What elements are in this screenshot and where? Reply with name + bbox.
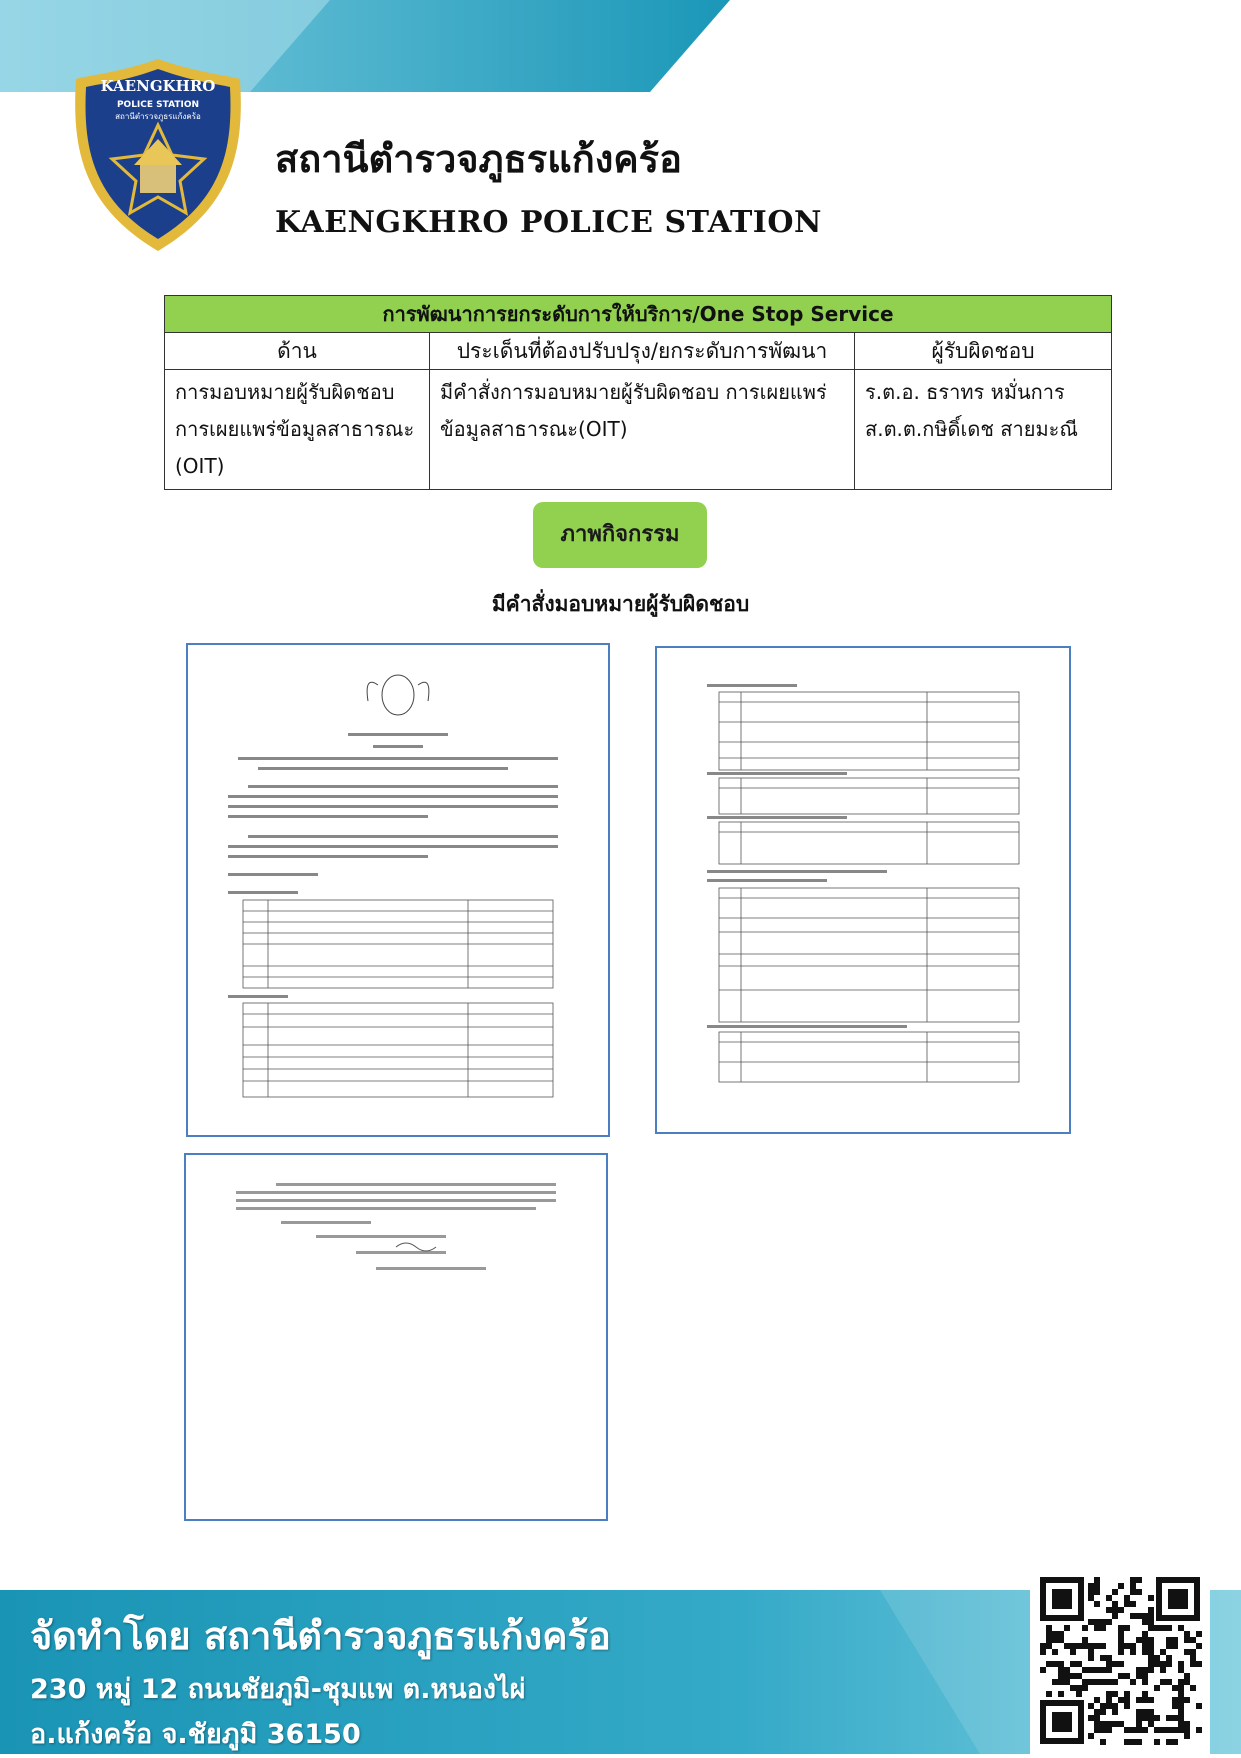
one-stop-service-table xyxy=(164,295,1112,490)
svg-text:KAENGKHRO: KAENGKHRO xyxy=(100,77,216,95)
column-header-area: ด้าน xyxy=(165,333,430,370)
station-title-thai: สถานีตำรวจภูธรแก้งคร้อ xyxy=(275,137,682,181)
table-row xyxy=(165,370,1112,490)
svg-text:สถานีตำรวจภูธรแก้งคร้อ: สถานีตำรวจภูธรแก้งคร้อ xyxy=(115,112,201,121)
qr-code[interactable] xyxy=(1030,1567,1210,1754)
footer-prepared-by: จัดทำโดย สถานีตำรวจภูธรแก้งคร้อ xyxy=(30,1614,611,1658)
column-header-owner: ผู้รับผิดชอบ xyxy=(855,333,1112,370)
footer-address-line-2: อ.แก้งคร้อ จ.ชัยภูมิ 36150 xyxy=(30,1719,361,1750)
order-document-page-1 xyxy=(186,643,610,1137)
footer-address-line-1: 230 หมู่ 12 ถนนชัยภูมิ-ชุมแพ ต.หนองไผ่ xyxy=(30,1674,526,1705)
order-document-page-2 xyxy=(655,646,1071,1134)
column-header-issue: ประเด็นที่ต้องปรับปรุง/ยกระดับการพัฒนา xyxy=(430,333,855,370)
cell-issue: มีคำสั่งการมอบหมายผู้รับผิดชอบ การเผยแพร่ ข้อมูลสาธารณะ(OIT) xyxy=(430,370,855,490)
cell-area: การมอบหมายผู้รับผิดชอบ การเผยแพร่ข้อมูลสาธารณะ (OIT) xyxy=(165,370,430,490)
police-badge-logo xyxy=(68,55,248,255)
station-title-english: KAENGKHRO POLICE STATION xyxy=(275,205,822,240)
order-document-page-3 xyxy=(184,1153,608,1521)
activity-subtitle: มีคำสั่งมอบหมายผู้รับผิดชอบ xyxy=(491,592,750,616)
activity-photos-badge: ภาพกิจกรรม xyxy=(533,502,707,568)
svg-text:POLICE STATION: POLICE STATION xyxy=(116,100,200,110)
cell-owner: ร.ต.อ. ธราทร หมั่นการ ส.ต.ต.กษิดิ์เดช สายมะณี xyxy=(855,370,1112,490)
table-heading: การพัฒนาการยกระดับการให้บริการ/One Stop Service xyxy=(165,296,1112,333)
